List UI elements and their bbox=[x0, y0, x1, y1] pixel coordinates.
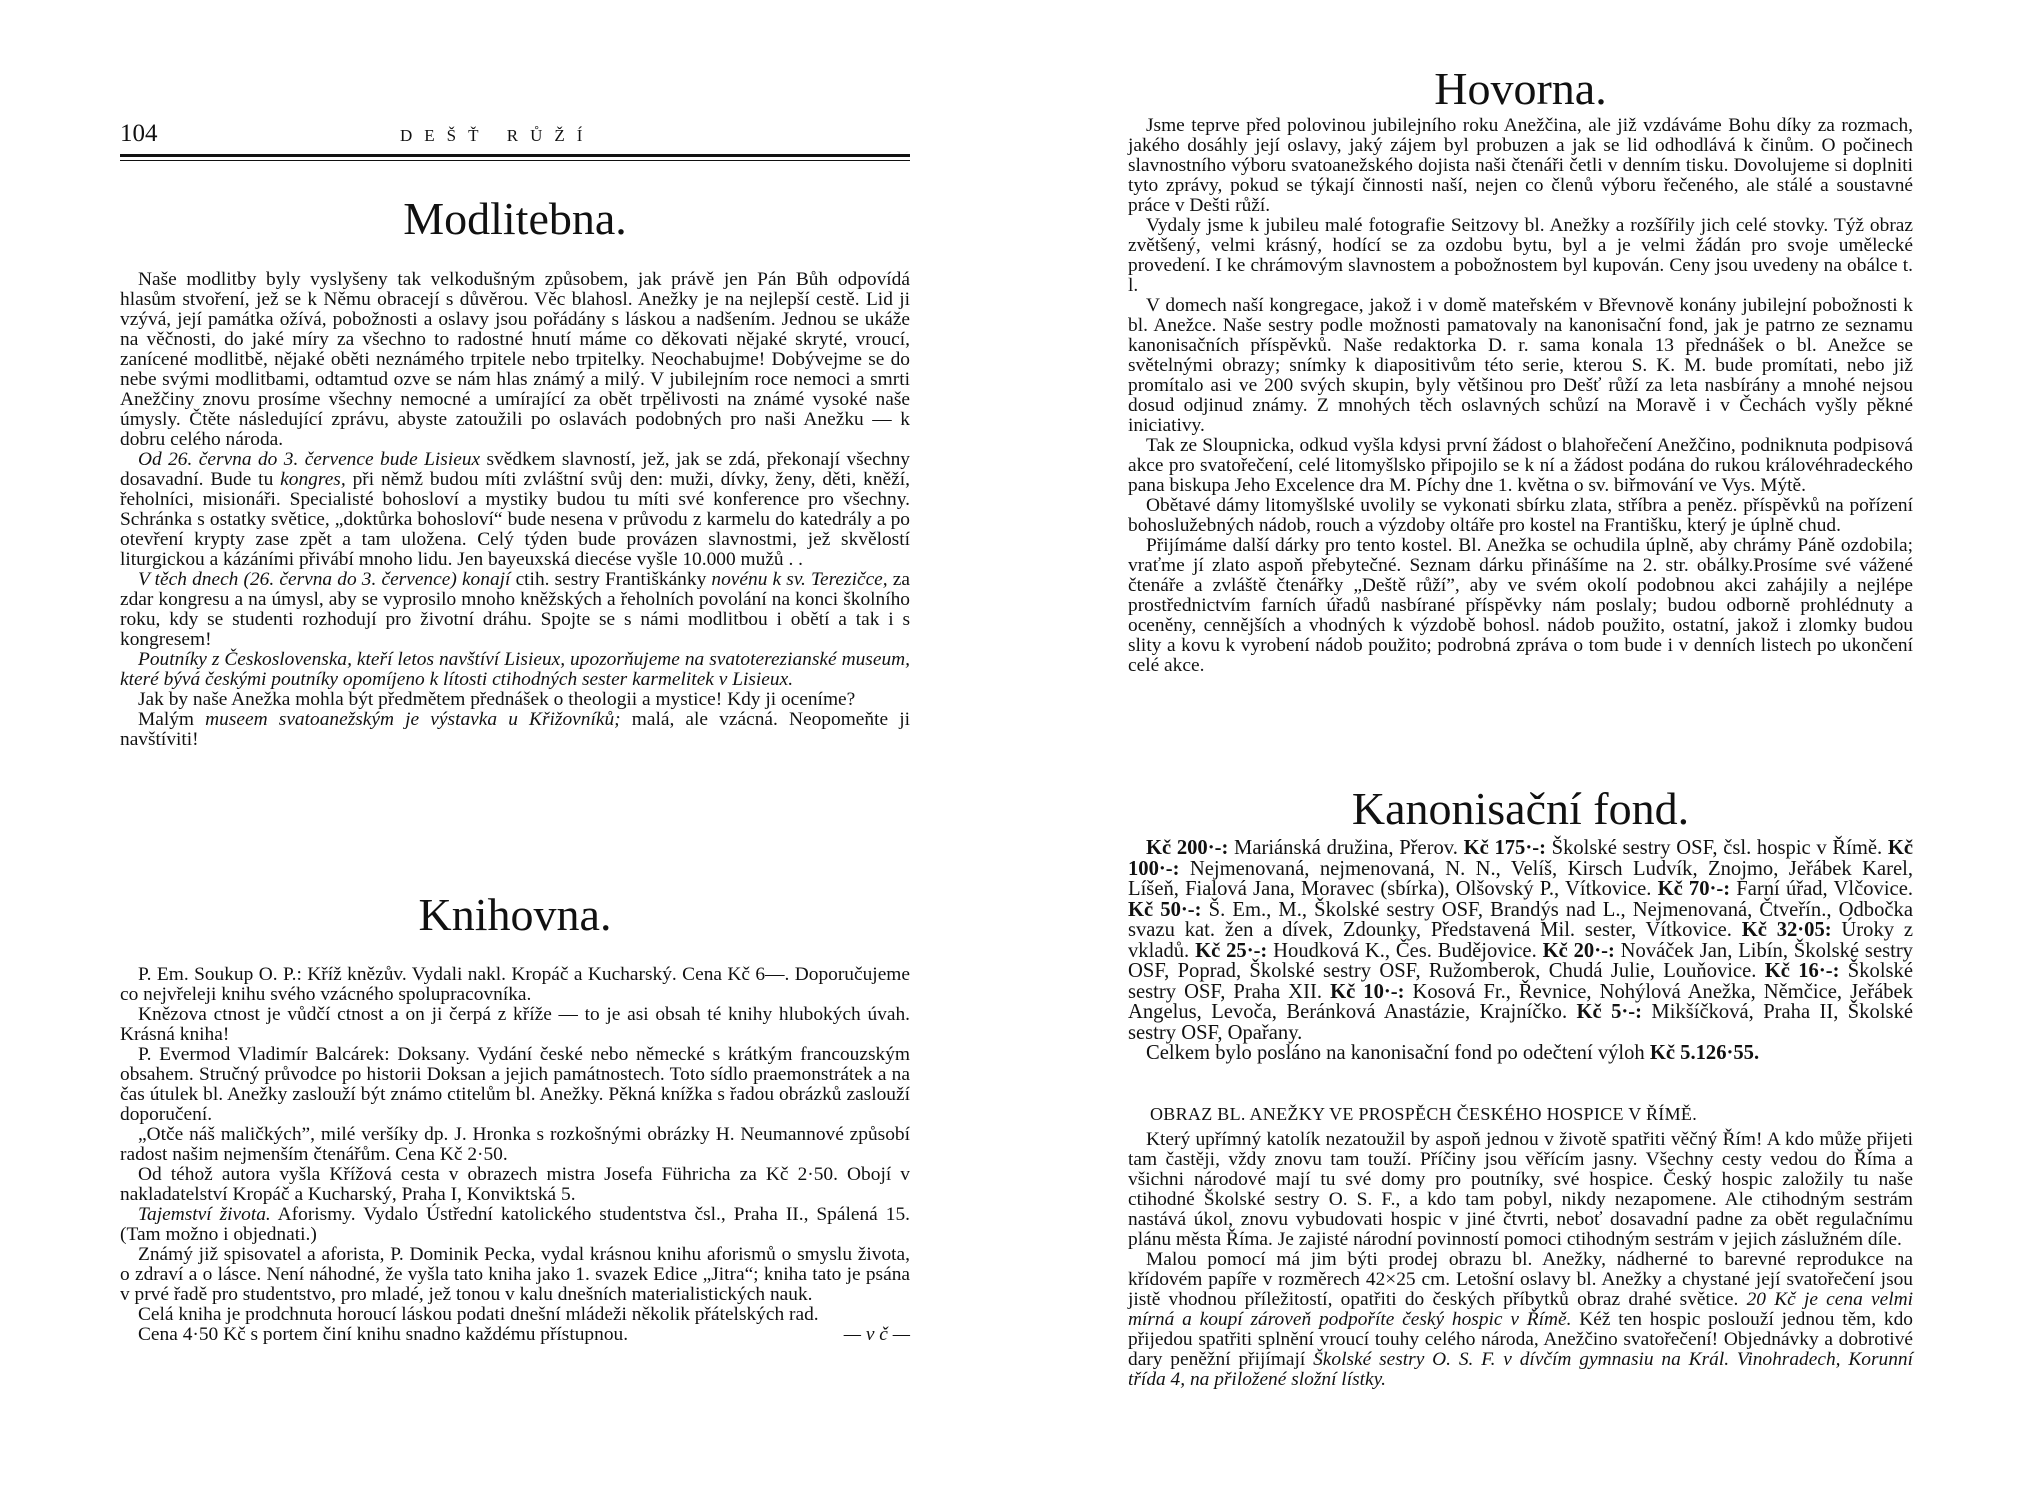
italic-text: Tajemství života. bbox=[138, 1204, 271, 1225]
paragraph: Který upřímný katolík nezatoužil by aspoň jednou v životě spatřiti věčný Řím! A kdo může přijeti tam častěji, vždy znovu tam touží. Příčiny jsou věřícím jasny. Všechny cesty vedou do Říma a všichni národové mají tu své domy pro poutníky, své hospice. Český hospic založily tu naše ctihodné Školské sestry O. S. F., a kdo tam pobyl, nikdy nezapomene. Ale ctihodným sestrám nastává úkol, znovu vybudovati hospic v jiné čtvrti, neboť dosavadní padne za obět regulačnímu plánu města Říma. Je zajisté národní povinností pomoci ctihodným sestrám v jejich záslužném díle. bbox=[1128, 1129, 1913, 1250]
donors: Nejmenovaná, nejmenovaná, N. N., Velíš, Kirsch Ludvík, Znojmo, Jeřábek Karel, Líšeň, Fialová Jana, Moravec (sbírka), Olšovský P., Vítkovice. bbox=[1128, 857, 1913, 900]
running-head bbox=[120, 120, 910, 156]
paragraph bbox=[120, 710, 910, 750]
paragraph: „Otče náš maličkých”, milé veršíky dp. J. Hronka s rozkošnými obrázky H. Neumannové způsobí radost našim nejmenším čtenářům. Cena Kč 2·50. bbox=[120, 1124, 910, 1165]
paragraph: Obětavé dámy litomyšlské uvolily se vykonati sbírku zlata, stříbra a peněz. příspěvků na pořízení bohoslužebných nádob, rouch a výzdoby oltáře pro kostel na Františku, který je úplně chud. bbox=[1128, 495, 1913, 536]
donation-amount: Kč 25·-: bbox=[1195, 939, 1268, 962]
donors: Mikšíčková, Praha II, Školské sestry OSF, Opařany. bbox=[1128, 1001, 1914, 1044]
donors: Školské sestry OSF, Praha XII. bbox=[1128, 960, 1913, 1003]
donation-amount: Kč 100·-: bbox=[1128, 837, 1913, 880]
donation-amount: Kč 32·05: bbox=[1741, 919, 1832, 941]
paragraph: Tak ze Sloupnicka, odkud vyšla kdysi první žádost o blahořečení Anežčino, podniknuta podpisová akce pro svatořečení, celé litomyšlsko připojilo se k ní a žádost podána do rukou královéhradeckého pana biskupa Jeho Excelence dra M. Píchy dne 1. května o sv. biřmování ve Vys. Mýtě. bbox=[1128, 435, 1913, 496]
italic-text: museem svatoanežským je výstavka u Křižovníků; bbox=[205, 709, 621, 730]
donation-amount: Kč 175·-: bbox=[1463, 837, 1546, 859]
text: při němž budou míti zvláštní svůj den: muži, dívky, ženy, děti, kněží, řeholníci, misionáři. Specialisté bohosloví a mystiky budou tu míti své konference pro všechny. Schránka s ostatky světice, „doktůrka bohosloví“ bude nesena v průvodu z karmelu do katedrály a po otevření krypty zase zpět a tam uložena. Celý týden bude provázen slavnostmi, jež skvělostí liturgickou a kázáními přivábí mnoho lidu. Jen bayeuxská diecése vyšle 10.000 mužů . . bbox=[120, 469, 911, 570]
italic-text: Od 26. června do 3. července bude Lisieux bbox=[138, 449, 481, 470]
donation-amount: Kč 70·-: bbox=[1657, 878, 1731, 900]
italic-text: novénu k sv. Terezičce, bbox=[711, 569, 888, 590]
running-title: DEŠŤ RŮŽÍ bbox=[400, 126, 595, 145]
section-body-kanonisacni-fond bbox=[1128, 838, 1913, 1064]
page-number: 104 bbox=[120, 120, 158, 147]
italic-text: kongres, bbox=[280, 469, 346, 490]
paragraph bbox=[120, 570, 910, 650]
paragraph bbox=[120, 1325, 910, 1345]
donors: Houdková K., Čes. Budějovice. bbox=[1267, 939, 1543, 962]
paragraph: P. Evermod Vladimír Balcárek: Doksany. Vydání české nebo německé s krátkým francouzským obsahem. Stručný průvodce po historii Doksan a jejich památnostech. Toto sídlo praemonstrátek a na čas útulek bl. Anežky zaslouží být známo ctitelům bl. Anežky. Pěkná knížka s řadou obrázků zaslouží doporučení. bbox=[120, 1044, 910, 1125]
paragraph: Přijímáme další dárky pro tento kostel. Bl. Anežka se ochudila úplně, aby chrámy Páně ozdobila; vraťme jí zlato aspoň přebytečné. Seznam dárku přinášíme na 2. str. obálky.Prosíme své vážené čtenáře a zvláště čtenářky „Deště růží”, aby ve svém okolí podobnou akci zahájily a nejlépe prostřednictvím farních úřadů nasbírané příspěvky nám poslaly; budou odborně prohlédnuty a oceněny, cennějších a vhodných k výzdobě bohosl. nádob použito, ostatní, jakož i zlomky budou slity a kovu k vyrobení nádob použito; podrobná zpráva o tom bude i v denních listech po ukončení celé akce. bbox=[1128, 535, 1913, 676]
paragraph: Jsme teprve před polovinou jubilejního roku Anežčina, ale již vzdáváme Bohu díky za rozmach, jakého dosáhly její oslavy, jaký zájem byl probuzen a jak se lid odhodlává k činům. O počinech slavnostního výboru svatoanežského dojista naši čtenáři četli v denním tisku. Dovolujeme si doplniti tyto zprávy, pokud se týkají činnosti naší, nejen co členů výboru řečeného, ale stálé a soustavné práce v Dešti růží. bbox=[1128, 115, 1913, 216]
paragraph: Celá kniha je prodchnuta horoucí láskou podati dnešní mládeži několik přátelských rad. bbox=[138, 1304, 819, 1325]
text: Malou pomocí má jim býti prodej obrazu bl. Anežky, nádherné to barevné reprodukce na křídovém papíře v rozměrech 42×25 cm. Letošní oslavy bl. Anežky a chystané její svatořečení jsou jistě vhodnou příležitostí, opatřiti do českých příbytků obraz drahé světice. bbox=[1128, 1249, 1913, 1310]
section-body-knihovna bbox=[120, 965, 910, 1345]
paragraph: Jak by naše Anežka mohla být předmětem přednášek o theologii a mystice! Kdy ji oceníme? bbox=[138, 689, 856, 710]
donors: Úroky z vkladů. bbox=[1128, 919, 1913, 962]
paragraph: Knězova ctnost je vůdčí ctnost a on ji čerpá z kříže — to je asi obsah té knihy hlubokých úvah. Krásná kniha! bbox=[120, 1004, 910, 1045]
text: za zdar kongresu a na úmysl, aby se vyprosilo mnoho kněžských a řeholních povolání na konci školního roku, kdy se studenti rozhodují pro životní dráhu. Spojte se s námi modlitbou i obětí a tak i s kongresem! bbox=[120, 569, 910, 650]
donation-amount: Kč 10·-: bbox=[1330, 980, 1405, 1003]
section-title-kanonisacni-fond: Kanonisační fond. bbox=[1351, 783, 1690, 834]
text: Celkem bylo posláno na kanonisační fond po odečtení výloh bbox=[1146, 1042, 1650, 1064]
donors: Farní úřad, Vlčovice. bbox=[1730, 878, 1913, 900]
section-body-hovorna bbox=[1128, 116, 1913, 676]
paragraph: P. Em. Soukup O. P.: Kříž knězův. Vydali nakl. Kropáč a Kucharský. Cena Kč 6—. Doporučujeme co nejvřeleji knihu svého vzácného spolupracovníka. bbox=[120, 964, 910, 1005]
italic-text: V těch dnech (26. června do 3. července) konají bbox=[138, 569, 511, 590]
paragraph bbox=[120, 450, 910, 570]
donation-amount: Kč 20·-: bbox=[1542, 939, 1615, 962]
donors: Mariánská družina, Přerov. bbox=[1228, 837, 1464, 859]
donation-total bbox=[1128, 1043, 1913, 1064]
obraz-heading: OBRAZ BL. ANEŽKY VE PROSPĚCH ČESKÉHO HOSPICE V ŘÍMĚ. bbox=[1150, 1104, 1698, 1124]
paragraph: Známý již spisovatel a aforista, P. Dominik Pecka, vydal krásnou knihu aforismů o smyslu života, o zdraví a o lásce. Není náhodné, že vyšla tato kniha jako 1. svazek Edice „Jitra“; kniha tato je psána v prvé řadě pro studentstvo, pro mladé, jež tonou v kalu dnešních materialistických nauk. bbox=[120, 1244, 910, 1305]
section-title-modlitebna: Modlitebna. bbox=[403, 193, 627, 244]
paragraph: Naše modlitby byly vyslyšeny tak velkodušným způsobem, jak právě jen Pán Bůh odpovídá hlasům stvoření, jež se k Němu obracejí s důvěrou. Věc blahosl. Anežky je na nejlepší cestě. Lid ji vzývá, její památka ožívá, pobožnosti a oslavy jsou pořádány s láskou a nadšením. Jednou se ukáže na věčnosti, do jaké míry za všechno to radostné hnutí máme co děkovati nějaké skryté, vroucí, zanícené modlitbě, nějaké oběti neznámého trpitele nebo trpitelky. Neochabujme! Dobývejme se do nebe svými modlitbami, odtamtud ozve se nám hlas známý a milý. V jubilejním roce nemoci a smrti Anežčiny znovu prosíme všechny nemocné a umírající za obět trpělivosti na známé vysoké naše úmysly. Čtěte následující zprávu, abyste zatoužili po oslavách podobných pro naši Anežku — k dobru celého národa. bbox=[120, 269, 910, 450]
paragraph: Vydaly jsme k jubileu malé fotografie Seitzovy bl. Anežky a rozšířily jich celé stovky. Týž obraz zvětšený, velmi krásný, hodící se za ozdobu bytu, byl a je velmi žádán pro svoje umělecké provedení. I ke chrámovým slavnostem a pobožnostem byl kupován. Ceny jsou uvedeny na obálce t. l. bbox=[1128, 215, 1913, 296]
donors: Školské sestry OSF, čsl. hospic v Římě. bbox=[1545, 837, 1888, 859]
italic-text: Školské sestry O. S. F. v dívčím gymnasiu na Král. Vinohradech, Korunní třída 4, na přiložené složní lístky. bbox=[1128, 1349, 1913, 1390]
donation-amount: Kč 16·-: bbox=[1764, 960, 1840, 982]
donors: Nováček Jan, Libín, Školské sestry OSF, Poprad, Školské sestry OSF, Ružomberok, Chudá Julie, Louňovice. bbox=[1128, 939, 1913, 982]
paragraph bbox=[120, 1205, 910, 1245]
text: svědkem slavností, jež, jak se zdá, překonají všechny dosavadní. Bude tu bbox=[120, 449, 910, 490]
donors: Kosová Fr., Řevnice, Nohýlová Anežka, Němčice, Jeřábek Angelus, Levoča, Beránková Anastázie, Krajníčko. bbox=[1128, 980, 1913, 1023]
text: malá, ale vzácná. Neopomeňte ji navštíviti! bbox=[120, 709, 910, 750]
italic-text: Poutníky z Československa, kteří letos navštíví Lisieux, upozorňujeme na svatoterezianské museum, které bývá českými poutníky opomíjeno k lítosti ctihodných sester karmelitek v Lisieux. bbox=[120, 649, 910, 690]
paragraph: V domech naší kongregace, jakož i v domě mateřském v Břevnově konány jubilejní pobožnosti k bl. Anežce. Naše sestry podle možnosti pamatovaly na kanonisační fond, jak je patrno ze seznamu kanonisačních příspěvků. Naše redaktorka D. r. sama konala 13 přednášek o bl. Anežce se světelnými obrazy; snímky k diapositivům této serie, kterou S. K. M. bude promítati, nebo již promítalo asi ve 200 svých skupin, byly většinou pro Dešť růží za leta nasbírány a mnohé nejsou dosud odjinud známy. Z mnohých těch oslavných schůzí na Moravě i v Čechách vyšly pěkné iniciativy. bbox=[1128, 295, 1913, 436]
header-rule-thin bbox=[120, 160, 910, 161]
paragraph: Od téhož autora vyšla Křížová cesta v obrazech mistra Josefa Führicha za Kč 2·50. Obojí v nakladatelství Kropáč a Kucharský, Praha I, Konviktská 5. bbox=[120, 1164, 910, 1205]
donors: Š. Em., M., Školské sestry OSF, Brandýs nad L., Nejmenovaná, Čtveřín., Odbočka svazu kat. žen a dívek, Zdounky, Představená Mil. sester, Vítkovice. bbox=[1128, 898, 1913, 941]
text: Aforismy. Vydalo Ústřední katolického studentstva čsl., Praha II., Spálená 15. (Tam možno i objednati.) bbox=[120, 1204, 910, 1245]
text: ctih. sestry Františkánky bbox=[510, 569, 712, 590]
header-rule-thick bbox=[120, 154, 910, 157]
section-title-knihovna: Knihovna. bbox=[418, 889, 612, 940]
text: Malým bbox=[138, 709, 206, 730]
section-body-obraz bbox=[1128, 1130, 1913, 1390]
total-amount: Kč 5.126·55. bbox=[1649, 1042, 1760, 1064]
italic-text: 20 Kč je cena velmi mírná a koupí zároveň podpoříte český hospic v Římě. bbox=[1128, 1289, 1913, 1330]
donation-amount: Kč 50·-: bbox=[1128, 898, 1202, 921]
section-body-modlitebna bbox=[120, 270, 910, 750]
donation-list bbox=[1128, 838, 1913, 1043]
donation-amount: Kč 5·-: bbox=[1576, 1001, 1642, 1023]
section-title-hovorna: Hovorna. bbox=[1434, 63, 1607, 114]
paragraph bbox=[120, 650, 910, 690]
paragraph bbox=[1128, 1250, 1913, 1390]
donation-amount: Kč 200·-: bbox=[1146, 837, 1229, 859]
text: Kéž ten hospic poslouží jednou těm, kdo přijedou spatřiti splnění vroucí touhy celého národa, Anežčino svatořečení! Objednávky a dobrotivé dary peněžní přijímají bbox=[1128, 1309, 1913, 1370]
text: Cena 4·50 Kč s portem činí knihu snadno každému přístupnou. bbox=[138, 1324, 629, 1345]
signature: — v č — bbox=[843, 1324, 910, 1345]
